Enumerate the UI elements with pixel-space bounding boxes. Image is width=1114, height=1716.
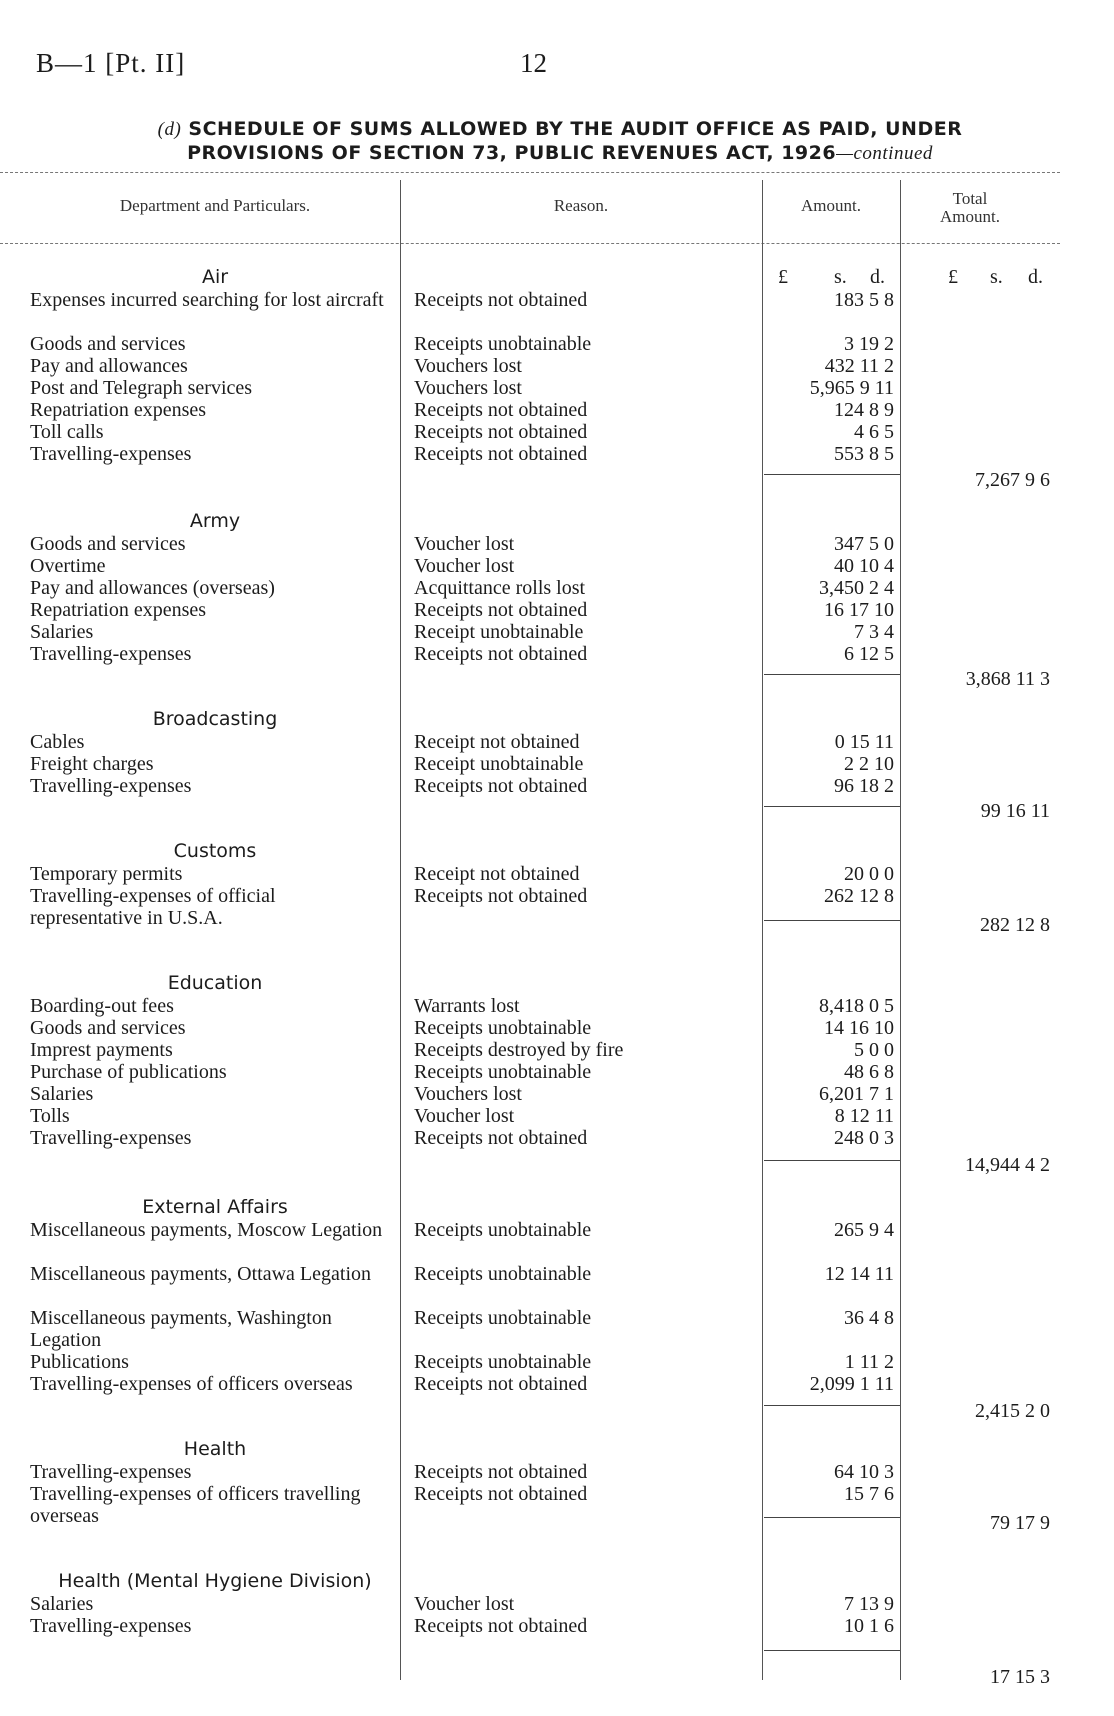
amount: 0 15 11 [834, 731, 894, 753]
reason: Receipt unobtainable [414, 753, 584, 775]
amount: 248 0 3 [834, 1127, 894, 1149]
reason: Receipt unobtainable [414, 621, 584, 643]
section-heading-health: Health [183, 1438, 247, 1460]
subtotal-rule [764, 474, 900, 475]
reason: Receipts unobtainable [414, 1307, 592, 1329]
unit-pound-total: £ [948, 266, 958, 288]
reason: Receipts not obtained [414, 1483, 588, 1505]
total-header-line1: Total [952, 189, 988, 208]
particular: Imprest payments [30, 1039, 173, 1061]
amount: 6,201 7 1 [819, 1083, 894, 1105]
title-suffix: —continued [836, 143, 933, 164]
column-header-total [900, 190, 1040, 226]
reason: Receipts not obtained [414, 1373, 588, 1395]
particular: Travelling-expenses [30, 643, 192, 665]
amount: 14 16 10 [824, 1017, 894, 1039]
subtotal-rule [764, 1517, 900, 1518]
section-heading-mental-hygiene: Health (Mental Hygiene Division) [58, 1570, 372, 1592]
particular: Travelling-expenses [30, 1615, 192, 1637]
page-reference: B—1 [Pt. II] [36, 48, 186, 78]
amount: 2,099 1 11 [809, 1373, 894, 1395]
reason: Receipts unobtainable [414, 1263, 592, 1285]
unit-shilling-total: s. [990, 266, 1003, 288]
particular: Pay and allowances [30, 355, 188, 377]
reason: Receipts unobtainable [414, 1219, 592, 1241]
title-text-2: PROVISIONS OF SECTION 73, PUBLIC REVENUES ACT, 1926 [187, 142, 837, 164]
reason: Receipt not obtained [414, 731, 580, 753]
reason: Acquittance rolls lost [414, 577, 586, 599]
amount: 8,418 0 5 [819, 995, 894, 1017]
reason: Warrants lost [414, 995, 520, 1017]
reason: Receipts unobtainable [414, 1061, 592, 1083]
amount: 36 4 8 [844, 1307, 894, 1329]
particular: Freight charges [30, 753, 154, 775]
particular: Temporary permits [30, 863, 183, 885]
amount: 2 2 10 [844, 753, 894, 775]
page-number: 12 [520, 48, 547, 78]
particular: Miscellaneous payments, Washington Legation [30, 1307, 332, 1351]
reason: Receipt not obtained [414, 863, 580, 885]
section-heading-external-affairs: External Affairs [142, 1196, 288, 1218]
particular: Miscellaneous payments, Moscow Legation [30, 1219, 383, 1241]
reason: Receipts destroyed by fire [414, 1039, 624, 1061]
reason: Receipts unobtainable [414, 1351, 592, 1373]
schedule-title-line1 [60, 118, 1060, 141]
particular: Repatriation expenses [30, 399, 207, 421]
particular: Travelling-expenses of official representative in U.S.A. [30, 885, 276, 929]
total-header-line2: Amount. [940, 207, 1000, 226]
particular: Pay and allowances (overseas) [30, 577, 275, 599]
section-heading-education: Education [167, 972, 263, 994]
subtotal-rule [764, 1405, 900, 1406]
header-bottom-rule [0, 243, 1060, 244]
amount: 15 7 6 [844, 1483, 894, 1505]
amount: 124 8 9 [834, 399, 894, 421]
section-heading-army: Army [189, 510, 241, 532]
particular: Overtime [30, 555, 106, 577]
reason: Voucher lost [414, 1593, 515, 1615]
reason: Receipts not obtained [414, 421, 588, 443]
reason: Receipts unobtainable [414, 333, 592, 355]
amount: 10 1 6 [844, 1615, 894, 1637]
title-prefix: (d) [157, 119, 182, 140]
reason: Receipts not obtained [414, 289, 588, 311]
column-divider-reason [400, 180, 401, 1680]
column-header-amount: Amount. [801, 196, 861, 215]
amount: 1 11 2 [844, 1351, 894, 1373]
amount: 96 18 2 [834, 775, 894, 797]
particular: Publications [30, 1351, 129, 1373]
table-top-rule [0, 172, 1060, 173]
column-header-particulars: Department and Particulars. [119, 196, 311, 215]
amount: 262 12 8 [824, 885, 894, 907]
particular: Salaries [30, 1593, 94, 1615]
subtotal-rule [764, 1160, 900, 1161]
particular: Purchase of publications [30, 1061, 227, 1083]
reason: Receipts not obtained [414, 885, 588, 907]
amount: 5 0 0 [854, 1039, 894, 1061]
reason: Receipts not obtained [414, 443, 588, 465]
reason: Receipts not obtained [414, 399, 588, 421]
particular: Tolls [30, 1105, 70, 1127]
particular: Expenses incurred searching for lost aircraft [30, 289, 384, 311]
reason: Vouchers lost [414, 355, 522, 377]
reason: Receipts not obtained [414, 1461, 588, 1483]
reason: Receipts unobtainable [414, 1017, 592, 1039]
particular: Salaries [30, 1083, 94, 1105]
reason: Receipts not obtained [414, 599, 588, 621]
section-heading-air: Air [201, 266, 229, 288]
schedule-title-line2 [60, 142, 1060, 165]
particular: Boarding-out fees [30, 995, 174, 1017]
amount: 3,450 2 4 [819, 577, 894, 599]
reason: Receipts not obtained [414, 1615, 588, 1637]
reason: Voucher lost [414, 555, 515, 577]
amount: 16 17 10 [824, 599, 894, 621]
particular: Cables [30, 731, 85, 753]
amount: 48 6 8 [844, 1061, 894, 1083]
particular: Toll calls [30, 421, 104, 443]
particular: Post and Telegraph services [30, 377, 253, 399]
amount: 64 10 3 [834, 1461, 894, 1483]
particular: Goods and services [30, 333, 186, 355]
reason: Vouchers lost [414, 377, 522, 399]
unit-pence: d. [870, 266, 885, 288]
amount: 183 5 8 [834, 289, 894, 311]
amount: 7 3 4 [854, 621, 894, 643]
particular: Miscellaneous payments, Ottawa Legation [30, 1263, 372, 1285]
amount: 8 12 11 [834, 1105, 894, 1127]
subtotal-rule [764, 920, 900, 921]
amount: 432 11 2 [824, 355, 894, 377]
unit-pence-total: d. [1028, 266, 1043, 288]
subtotal-rule [764, 1650, 900, 1651]
particular: Travelling-expenses [30, 1127, 192, 1149]
amount: 12 14 11 [824, 1263, 894, 1285]
particular: Travelling-expenses of officers travelling overseas [30, 1483, 361, 1527]
amount: 4 6 5 [854, 421, 894, 443]
unit-pound: £ [778, 266, 788, 288]
column-header-reason: Reason. [553, 196, 609, 215]
particular: Salaries [30, 621, 94, 643]
particular: Repatriation expenses [30, 599, 207, 621]
section-total-army: 3,868 11 3 [965, 668, 1050, 690]
subtotal-rule [764, 806, 900, 807]
section-heading-customs: Customs [173, 840, 257, 862]
particular: Goods and services [30, 533, 186, 555]
particular: Travelling-expenses [30, 1461, 192, 1483]
amount: 5,965 9 11 [809, 377, 894, 399]
reason: Receipts not obtained [414, 1127, 588, 1149]
amount: 40 10 4 [834, 555, 894, 577]
section-total-health: 79 17 9 [990, 1512, 1050, 1534]
section-total-broadcasting: 99 16 11 [980, 800, 1050, 822]
amount: 7 13 9 [844, 1593, 894, 1615]
particular: Travelling-expenses [30, 443, 192, 465]
section-total-mental-hygiene: 17 15 3 [990, 1666, 1050, 1688]
section-heading-broadcasting: Broadcasting [152, 708, 278, 730]
amount: 347 5 0 [834, 533, 894, 555]
section-total-education: 14,944 4 2 [965, 1154, 1050, 1176]
section-total-external-affairs: 2,415 2 0 [975, 1400, 1050, 1422]
amount: 553 8 5 [834, 443, 894, 465]
particular: Travelling-expenses of officers overseas [30, 1373, 353, 1395]
section-total-customs: 282 12 8 [980, 914, 1050, 936]
reason: Receipts not obtained [414, 643, 588, 665]
section-total-air: 7,267 9 6 [975, 469, 1050, 491]
amount: 20 0 0 [844, 863, 894, 885]
reason: Voucher lost [414, 533, 515, 555]
amount: 3 19 2 [844, 333, 894, 355]
particular: Goods and services [30, 1017, 186, 1039]
reason: Receipts not obtained [414, 775, 588, 797]
subtotal-rule [764, 674, 900, 675]
amount: 6 12 5 [844, 643, 894, 665]
amount: 265 9 4 [834, 1219, 894, 1241]
unit-shilling: s. [834, 266, 847, 288]
particular: Travelling-expenses [30, 775, 192, 797]
reason: Vouchers lost [414, 1083, 522, 1105]
title-text-1: SCHEDULE OF SUMS ALLOWED BY THE AUDIT OFFICE AS PAID, UNDER [188, 118, 963, 140]
reason: Voucher lost [414, 1105, 515, 1127]
